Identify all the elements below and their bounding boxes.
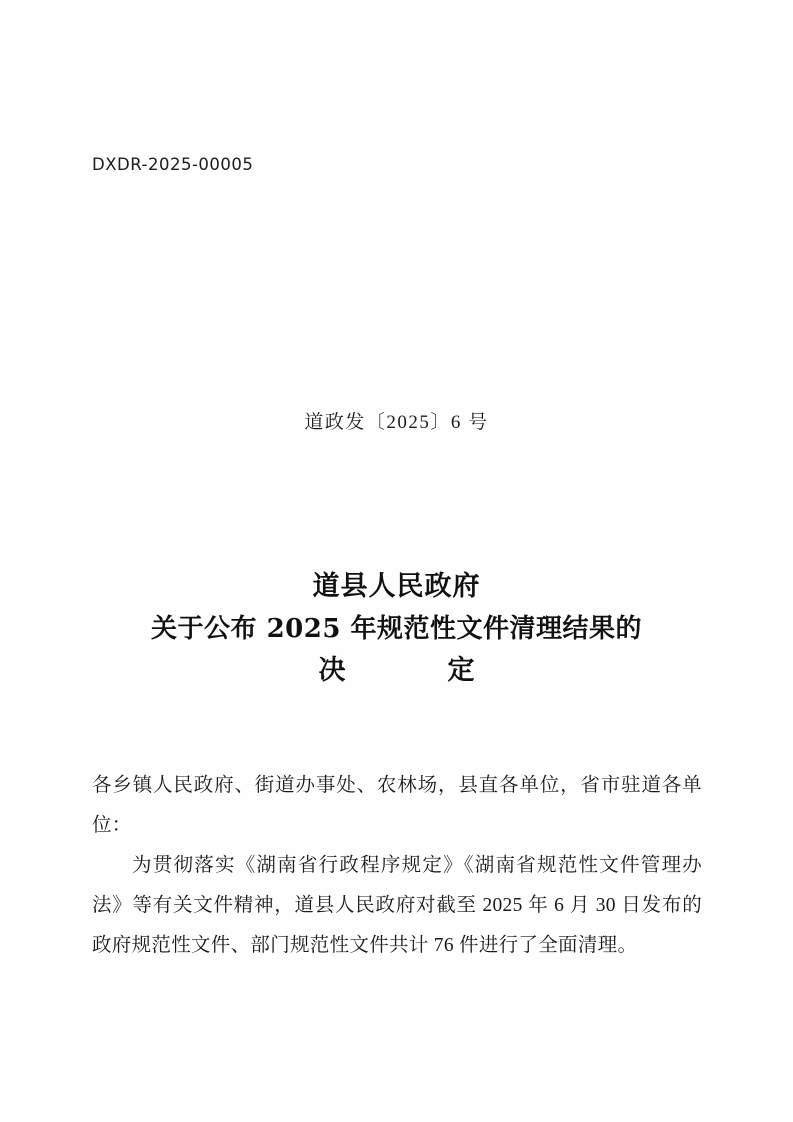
title-line-3: 决 定 (318, 655, 491, 686)
title-line-2: 关于公布 2025 年规范性文件清理结果的 (151, 614, 642, 644)
salutation-paragraph: 各乡镇人民政府、街道办事处、农林场，县直各单位，省市驻道各单位： (92, 775, 702, 836)
body-paragraph-1: 为贯彻落实《湖南省行政程序规定》《湖南省规范性文件管理办法》等有关文件精神，道县人民政府对截至 2025 年 6 月 30 日发布的政府规范性文件、部门规范性文件共计 76 件进行了全面清理。 (92, 855, 702, 956)
document-title (96, 566, 697, 692)
document-code: DXDR-2025-00005 (92, 155, 254, 174)
issue-number: 道政发〔2025〕6 号 (304, 412, 489, 433)
title-line-1: 道县人民政府 (312, 571, 481, 602)
document-body (92, 766, 702, 966)
